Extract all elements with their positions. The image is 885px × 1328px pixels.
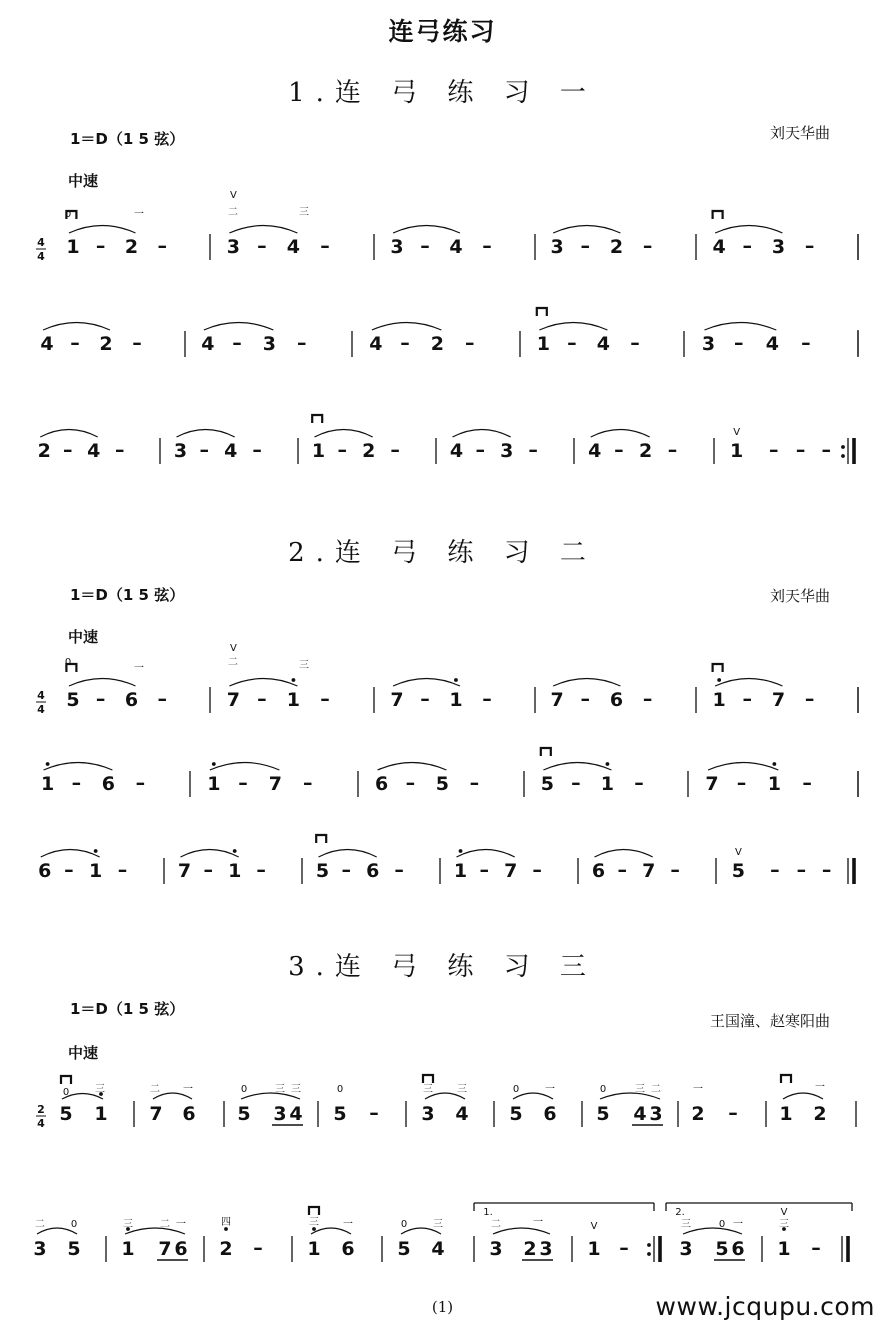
ex1-r0-m0-dash: – — [95, 235, 106, 257]
ex1-fingering: 二 — [228, 207, 238, 218]
ex1-r2-m0-dash: – — [62, 439, 73, 461]
ex2-r0-m3-note: 7 — [550, 689, 564, 711]
ex2-r2-m4-dash: – — [617, 859, 628, 881]
ex1-r2-m1-dash: – — [252, 439, 262, 461]
ex1-r2-m5-dash: – — [769, 439, 779, 461]
ex1-r0-m0-slur — [69, 226, 136, 234]
ex2-r2-m4-note: 7 — [642, 860, 656, 882]
ex2-r2-m0-note: 1 — [89, 860, 103, 882]
ex1-down-bow — [713, 211, 723, 219]
ex1-r2-m1-dash: – — [199, 439, 210, 461]
ex1-r1-m1-note: 4 — [201, 333, 215, 355]
ex1-r2-m2-note: 1 — [311, 440, 326, 462]
ex2-r1-m3-high-dot — [606, 762, 610, 766]
ex3-fingering: 0 — [512, 1084, 520, 1095]
ex1-r1-m3-slur — [539, 323, 607, 331]
ex2-r0-m2-high-dot — [454, 678, 458, 682]
ex3-up-bow: V — [590, 1221, 598, 1232]
ex1-r2-m4-dash: – — [614, 439, 624, 461]
ex3-note: 5 — [237, 1103, 251, 1125]
ex2-r2-m5-dash: – — [821, 859, 832, 881]
ex2-r0-m2-note: 1 — [449, 689, 463, 711]
ex1-fingering: 0 — [64, 209, 72, 220]
ex3-fingering: 一 — [343, 1219, 353, 1230]
ex2-r0-m1-slur — [229, 679, 297, 687]
ex3-note: 5 — [596, 1103, 610, 1125]
ex1-r1-m1-slur — [204, 323, 274, 331]
ex1-r2-m5-dash: – — [821, 439, 831, 461]
exercise-2-tempo: 中速 — [68, 628, 99, 646]
ex2-r1-m2-note: 6 — [374, 773, 389, 795]
ex3-fingering: 一 — [545, 1084, 555, 1095]
ex3-fingering: 三 — [275, 1084, 285, 1095]
exercise-2-composer: 刘天华曲 — [769, 587, 830, 605]
ex2-r1-m2-note: 5 — [435, 773, 450, 795]
ex3-note: 1 — [587, 1238, 601, 1260]
ex1-r1-m2-dash: – — [400, 332, 410, 354]
ex1-r0-m3-slur — [553, 226, 620, 234]
ex1-r0-m1-note: 3 — [226, 236, 240, 258]
ex3-down-bow — [423, 1075, 433, 1083]
ex2-time-signature-top: 4 — [37, 689, 45, 702]
ex2-r0-m4-dash: – — [804, 688, 815, 710]
ex1-repeat-end-dot — [841, 445, 845, 449]
ex2-r0-m0-dash: – — [157, 688, 168, 710]
ex3-fingering: 一 — [176, 1219, 186, 1230]
ex1-r0-m4-dash: – — [742, 235, 752, 257]
ex1-r0-m3-note: 3 — [550, 236, 564, 258]
ex3-note: 6 — [731, 1238, 745, 1260]
ex2-r2-m3-slur — [457, 850, 515, 858]
exercise-3-title: 3.连 弓 练 习 三 — [288, 952, 597, 982]
ex3-note: 3 — [649, 1103, 663, 1125]
ex3-fingering: 三 — [681, 1219, 691, 1230]
ex1-r1-m1-note: 3 — [262, 333, 276, 355]
exercise-1-composer: 刘天华曲 — [769, 124, 830, 142]
ex2-r0-m3-slur — [553, 679, 620, 687]
ex3-fingering: 0 — [400, 1219, 408, 1230]
ex3-note: 7 — [158, 1238, 172, 1260]
ex1-time-signature-top: 4 — [37, 236, 45, 249]
ex2-r2-m1-high-dot — [233, 849, 237, 853]
ex2-r1-m0-note: 6 — [101, 773, 116, 795]
ex1-r0-m3-note: 2 — [609, 236, 624, 258]
ex2-r0-m3-dash: – — [642, 688, 653, 710]
ex1-r0-m0-note: 1 — [66, 236, 80, 258]
ex3-dash: – — [253, 1237, 263, 1259]
ex3-note: 5 — [715, 1238, 729, 1260]
ex3-fingering: 一 — [693, 1084, 703, 1095]
ex1-r0-m1-dash: – — [320, 235, 330, 257]
ex3-dash: – — [728, 1102, 738, 1124]
ex2-fingering: 0 — [64, 657, 72, 668]
ex2-r2-m2-note: 6 — [366, 860, 380, 882]
ex3-fingering: 二 — [160, 1219, 170, 1230]
ex3-note: 6 — [341, 1238, 355, 1260]
ex3-fingering: 一 — [733, 1219, 743, 1230]
ex2-r0-m0-slur — [69, 679, 136, 687]
ex2-r0-m4-note: 7 — [771, 689, 786, 711]
ex1-r0-m1-slur — [229, 226, 297, 234]
exercise-2-key: 1＝D（1 5 弦） — [70, 586, 185, 604]
ex1-r0-m4-note: 3 — [771, 236, 786, 258]
ex1-r2-m1-slur — [177, 430, 235, 438]
ex2-r1-m4-note: 1 — [767, 773, 781, 795]
ex3-note: 3 — [539, 1238, 553, 1260]
ex3-note: 5 — [509, 1103, 523, 1125]
ex3-dash: – — [619, 1237, 629, 1259]
ex1-down-bow — [312, 415, 322, 423]
ex2-r2-m2-note: 5 — [315, 860, 330, 882]
ex3-time-signature-bottom: 4 — [37, 1117, 45, 1130]
ex2-r1-m3-note: 1 — [600, 773, 615, 795]
ex2-r2-m1-dash: – — [203, 859, 214, 881]
ex1-r2-m4-note: 2 — [639, 440, 653, 462]
ex1-r2-m0-dash: – — [114, 439, 125, 461]
ex1-time-signature-bottom: 4 — [37, 250, 45, 263]
exercise-1-tempo: 中速 — [68, 172, 99, 190]
ex1-r1-m2-dash: – — [465, 332, 475, 354]
ex3-fingering: 三 — [635, 1084, 645, 1095]
ex3-note: 2 — [219, 1238, 233, 1260]
ex3-volta-2-label: 2. — [675, 1207, 685, 1218]
ex2-r0-m1-high-dot — [292, 678, 296, 682]
ex2-r0-m2-slur — [393, 679, 460, 687]
ex2-r0-m0-dash: – — [95, 688, 106, 710]
ex1-r2-m5-note: 1 — [730, 440, 744, 462]
ex2-r2-m0-dash: – — [117, 859, 128, 881]
ex3-repeat-end-dot — [647, 1252, 651, 1256]
ex3-dash: – — [811, 1237, 821, 1259]
ex2-r1-m4-note: 7 — [705, 773, 719, 795]
ex2-r2-m5-note: 5 — [731, 860, 745, 882]
ex1-r2-m3-dash: – — [528, 439, 538, 461]
ex3-note: 5 — [67, 1238, 81, 1260]
ex1-r2-m3-slur — [453, 430, 511, 438]
ex2-r1-m1-high-dot — [212, 762, 216, 766]
ex1-r1-m0-slur — [43, 323, 110, 331]
ex2-fingering: 一 — [134, 663, 144, 674]
ex1-r2-m0-note: 2 — [37, 440, 51, 462]
ex3-down-bow — [61, 1076, 71, 1084]
ex1-fingering: 三 — [299, 207, 309, 218]
ex1-r1-m4-dash: – — [733, 332, 744, 354]
ex2-r1-m3-slur — [543, 763, 611, 771]
ex2-r2-m4-slur — [595, 850, 653, 858]
ex3-note: 4 — [455, 1103, 469, 1125]
ex3-fingering: 二 — [35, 1219, 45, 1230]
ex3-note: 5 — [397, 1238, 411, 1260]
ex1-r1-m0-note: 4 — [40, 333, 54, 355]
ex3-fingering: 三 — [433, 1219, 443, 1230]
exercise-3-composer: 王国潼、赵寒阳曲 — [709, 1012, 830, 1030]
ex2-r1-m0-dash: – — [71, 772, 82, 794]
ex3-fingering: 二 — [651, 1084, 661, 1095]
ex2-r0-m0-note: 5 — [66, 689, 80, 711]
ex2-r1-m3-dash: – — [571, 772, 581, 794]
ex1-r2-m1-note: 3 — [173, 440, 188, 462]
ex1-r0-m1-dash: – — [257, 235, 267, 257]
ex1-r1-m0-dash: – — [70, 332, 80, 354]
ex2-r2-m0-dash: – — [64, 859, 74, 881]
ex1-r0-m0-dash: – — [157, 235, 168, 257]
ex2-r1-m0-slur — [44, 763, 113, 771]
exercise-1-key: 1＝D（1 5 弦） — [70, 130, 185, 148]
ex3-fingering: 0 — [240, 1084, 248, 1095]
ex3-note: 5 — [59, 1103, 73, 1125]
ex2-r0-m0-note: 6 — [124, 689, 139, 711]
ex3-fingering: 0 — [62, 1087, 70, 1098]
ex3-note: 1 — [779, 1103, 793, 1125]
ex3-note: 2 — [813, 1103, 827, 1125]
ex1-r1-m2-note: 4 — [369, 333, 383, 355]
ex2-r1-m3-note: 5 — [540, 773, 554, 795]
ex1-r1-m3-dash: – — [567, 332, 577, 354]
ex1-r0-m2-slur — [393, 226, 460, 234]
ex1-r0-m4-dash: – — [804, 235, 815, 257]
ex1-r1-m0-dash: – — [132, 332, 142, 354]
ex3-fingering: 三 — [457, 1084, 467, 1095]
ex3-fingering: 四 — [221, 1217, 231, 1228]
ex1-r1-m0-note: 2 — [99, 333, 113, 355]
ex2-r1-m0-high-dot — [46, 762, 50, 766]
watermark: www.jcqupu.com — [655, 1292, 875, 1321]
ex2-r2-m3-note: 7 — [504, 860, 518, 882]
ex1-r2-m4-note: 4 — [588, 440, 602, 462]
ex2-r1-m4-high-dot — [772, 762, 776, 766]
ex2-r1-m1-slur — [210, 763, 280, 771]
ex3-fingering: 一 — [183, 1084, 193, 1095]
ex1-r0-m4-note: 4 — [712, 236, 726, 258]
page-number: (1) — [431, 1298, 454, 1316]
ex1-down-bow — [537, 308, 547, 316]
ex2-r2-m2-dash: – — [341, 859, 352, 881]
ex1-r2-m0-note: 4 — [87, 440, 101, 462]
ex1-r1-m2-slur — [372, 323, 442, 331]
ex2-r2-m2-dash: – — [394, 859, 404, 881]
ex1-r1-m3-note: 1 — [536, 333, 550, 355]
ex3-repeat-end-dot — [647, 1243, 651, 1247]
ex2-fingering: 三 — [299, 660, 309, 671]
ex2-r1-m2-slur — [378, 763, 447, 771]
exercise-3-key: 1＝D（1 5 弦） — [70, 1000, 185, 1018]
ex2-r2-m3-dash: – — [479, 859, 490, 881]
ex3-slur — [783, 1093, 823, 1099]
ex1-r2-m5-up-bow: V — [733, 427, 741, 438]
ex3-fingering: 三 — [423, 1084, 433, 1095]
ex2-r1-m4-slur — [708, 763, 778, 771]
ex1-r2-m2-dash: – — [390, 439, 400, 461]
ex1-r2-m2-slur — [315, 430, 373, 438]
ex2-r1-m1-dash: – — [303, 772, 313, 794]
ex2-r0-m2-note: 7 — [390, 689, 404, 711]
ex3-fingering: 三 — [779, 1219, 789, 1230]
ex3-fingering: 二 — [491, 1219, 501, 1230]
ex2-r2-m3-note: 1 — [453, 860, 468, 882]
ex3-note: 2 — [523, 1238, 537, 1260]
ex2-r2-m0-slur — [41, 850, 100, 858]
ex1-r1-m4-note: 4 — [765, 333, 779, 355]
ex2-r2-m5-up-bow: V — [734, 847, 742, 858]
ex2-r2-m0-note: 6 — [38, 860, 52, 882]
ex2-r1-m2-dash: – — [469, 772, 480, 794]
ex2-r2-m4-dash: – — [670, 859, 680, 881]
exercise-3-tempo: 中速 — [68, 1044, 99, 1062]
ex2-r0-m4-note: 1 — [712, 689, 726, 711]
ex3-note: 3 — [489, 1238, 503, 1260]
ex3-fingering: 三 — [309, 1217, 319, 1228]
ex1-r1-m4-note: 3 — [701, 333, 716, 355]
ex2-r2-m1-dash: – — [256, 859, 266, 881]
ex1-r1-m2-note: 2 — [430, 333, 444, 355]
ex1-r0-m1-note: 4 — [286, 236, 301, 258]
ex1-r2-m3-note: 4 — [449, 440, 464, 462]
ex2-r2-m3-high-dot — [459, 849, 463, 853]
ex2-time-signature-bottom: 4 — [37, 703, 45, 716]
ex1-r1-m1-dash: – — [232, 332, 242, 354]
ex3-note: 7 — [149, 1103, 163, 1125]
ex2-up-bow: V — [229, 643, 237, 654]
ex3-note: 3 — [679, 1238, 693, 1260]
ex2-r1-m4-dash: – — [736, 772, 747, 794]
ex3-fingering: 三 — [123, 1219, 133, 1230]
ex2-down-bow — [316, 835, 326, 843]
ex2-r1-m3-dash: – — [634, 772, 644, 794]
ex2-r0-m1-dash: – — [320, 688, 330, 710]
ex2-r2-m2-slur — [319, 850, 377, 858]
ex1-r2-m4-slur — [591, 430, 650, 438]
ex1-fingering: 一 — [134, 209, 144, 220]
ex1-r1-m1-dash: – — [297, 332, 307, 354]
ex3-fingering: 0 — [599, 1084, 607, 1095]
ex2-r2-m5-dash: – — [770, 859, 780, 881]
ex3-dash: – — [369, 1102, 379, 1124]
ex2-fingering: 二 — [228, 657, 238, 668]
ex3-note: 6 — [174, 1238, 188, 1260]
ex3-note: 3 — [273, 1103, 287, 1125]
ex1-r0-m2-note: 4 — [449, 236, 463, 258]
ex1-r2-m3-dash: – — [475, 439, 486, 461]
ex3-note: 4 — [289, 1103, 303, 1125]
ex3-note: 3 — [421, 1103, 435, 1125]
ex2-r1-m2-dash: – — [405, 772, 416, 794]
ex1-r2-m4-dash: – — [667, 439, 678, 461]
ex2-r2-m1-slur — [181, 850, 239, 858]
ex2-r0-m1-dash: – — [257, 688, 267, 710]
ex3-note: 6 — [182, 1103, 196, 1125]
ex3-note: 1 — [121, 1238, 135, 1260]
ex1-r1-m3-dash: – — [630, 332, 640, 354]
ex2-r0-m4-slur — [715, 679, 782, 687]
ex3-volta-1-label: 1. — [483, 1207, 493, 1218]
ex2-r2-m1-note: 1 — [228, 860, 242, 882]
ex3-note: 4 — [633, 1103, 647, 1125]
ex1-r2-m1-note: 4 — [224, 440, 238, 462]
ex3-fingering: 二 — [150, 1084, 160, 1095]
ex1-r0-m2-note: 3 — [390, 236, 404, 258]
ex2-r0-m3-dash: – — [580, 688, 590, 710]
exercise-1-title: 1.连 弓 练 习 一 — [288, 78, 597, 108]
ex2-r0-m2-dash: – — [482, 688, 492, 710]
ex1-r1-m4-dash: – — [801, 332, 811, 354]
ex2-r2-m5-dash: – — [796, 859, 807, 881]
page-title: 连弓练习 — [388, 17, 497, 46]
ex2-r1-m4-dash: – — [802, 772, 812, 794]
ex2-r1-m0-dash: – — [135, 772, 146, 794]
ex1-r2-m3-note: 3 — [500, 440, 514, 462]
ex3-note: 6 — [543, 1103, 557, 1125]
ex1-r0-m3-dash: – — [580, 235, 590, 257]
ex2-r1-m1-dash: – — [238, 772, 248, 794]
ex2-r2-m4-note: 6 — [591, 860, 606, 882]
ex2-r2-m3-dash: – — [532, 859, 542, 881]
ex1-up-bow: V — [229, 190, 237, 201]
ex2-r0-m3-note: 6 — [609, 689, 624, 711]
ex2-down-bow — [713, 664, 723, 672]
ex1-r0-m0-note: 2 — [124, 236, 139, 258]
ex1-r0-m2-dash: – — [420, 235, 430, 257]
exercise-2-title: 2.连 弓 练 习 二 — [288, 538, 597, 568]
ex1-r2-m2-note: 2 — [362, 440, 376, 462]
ex3-note: 2 — [691, 1103, 705, 1125]
ex3-note: 4 — [431, 1238, 445, 1260]
ex1-r0-m2-dash: – — [482, 235, 492, 257]
ex1-r2-m2-dash: – — [337, 439, 348, 461]
ex3-time-signature-top: 2 — [37, 1103, 45, 1116]
ex3-slur — [493, 1228, 550, 1234]
ex1-r2-m5-dash: – — [795, 439, 806, 461]
ex3-note: 1 — [94, 1103, 108, 1125]
ex2-r1-m1-note: 7 — [268, 773, 282, 795]
ex2-r1-m0-note: 1 — [40, 773, 55, 795]
ex2-r1-m1-note: 1 — [207, 773, 221, 795]
ex3-up-bow: V — [780, 1207, 788, 1218]
ex2-r0-m4-dash: – — [742, 688, 752, 710]
ex2-r2-m0-high-dot — [94, 849, 98, 853]
ex1-r1-m4-slur — [704, 323, 776, 331]
ex2-r2-m1-note: 7 — [177, 860, 192, 882]
ex1-r0-m4-slur — [715, 226, 782, 234]
ex3-fingering: 三 — [95, 1084, 105, 1095]
ex1-r2-m0-slur — [40, 430, 97, 438]
ex2-r0-m1-note: 1 — [286, 689, 301, 711]
ex3-note: 1 — [307, 1238, 321, 1260]
ex1-r0-m3-dash: – — [642, 235, 653, 257]
ex3-fingering: 0 — [70, 1219, 78, 1230]
ex2-r0-m4-high-dot — [717, 678, 721, 682]
ex1-r1-m3-note: 4 — [596, 333, 611, 355]
ex3-note: 5 — [333, 1103, 347, 1125]
ex3-down-bow — [309, 1207, 319, 1215]
ex3-fingering: 0 — [718, 1219, 726, 1230]
ex3-note: 3 — [33, 1238, 47, 1260]
ex1-repeat-end-dot — [841, 454, 845, 458]
ex3-fingering: 一 — [533, 1217, 543, 1228]
ex3-fingering: 一 — [815, 1082, 825, 1093]
ex2-down-bow — [541, 748, 551, 756]
ex2-r0-m2-dash: – — [420, 688, 430, 710]
ex3-note: 1 — [777, 1238, 791, 1260]
ex3-fingering: 三 — [291, 1084, 301, 1095]
ex3-fingering: 0 — [336, 1084, 344, 1095]
ex2-r0-m1-note: 7 — [226, 689, 240, 711]
ex3-down-bow — [781, 1075, 791, 1083]
